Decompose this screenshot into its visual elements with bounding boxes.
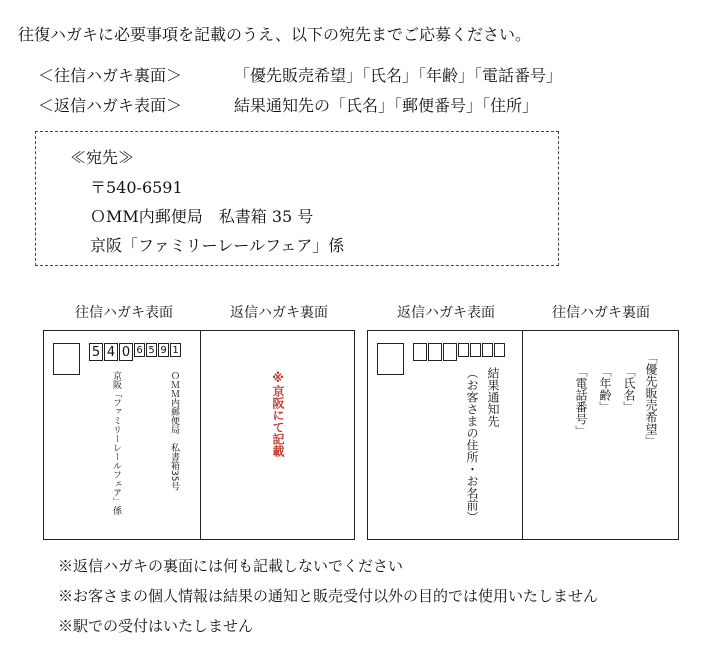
- stamp-box: [377, 343, 404, 375]
- requirement-content: 結果通知先の「氏名」「郵便番号」「住所」: [234, 96, 539, 115]
- zip-digit: 6: [134, 343, 145, 357]
- zip-box-empty: [428, 343, 442, 361]
- address-heading: ≪宛先≫: [70, 148, 135, 167]
- requirement-outgoing: [38, 63, 562, 86]
- requirement-content: 「優先販売希望」「氏名」「年齢」「電話番号」: [234, 66, 563, 85]
- zip-digit: 1: [170, 343, 181, 357]
- zip-box-empty: [494, 343, 505, 357]
- card-divider: [200, 331, 201, 539]
- recipient-title: 結果通知先: [486, 367, 500, 427]
- right-front-label: 返信ハガキ表面: [397, 305, 495, 321]
- recipient-detail: （お客さまの住所・お名前）: [465, 367, 479, 523]
- note-item: ※お客さまの個人情報は結果の通知と販売受付以外の目的では使用いたしません: [58, 587, 599, 605]
- zip-box-empty: [482, 343, 493, 357]
- stamp-box: [53, 343, 80, 375]
- back-field-name: 「氏名」: [622, 365, 636, 413]
- zip-box-empty: [443, 343, 457, 361]
- card-recipient-line: 京阪「ファミリーレールフェア」係: [111, 371, 121, 515]
- requirement-label: ＜返信ハガキ表面＞: [38, 96, 183, 115]
- left-postcard: [43, 330, 355, 540]
- back-field-age: 「年齢」: [598, 365, 612, 413]
- zip-box-empty: [470, 343, 481, 357]
- card-divider: [522, 331, 523, 539]
- note-item: ※返信ハガキの裏面には何も記載しないでください: [58, 557, 404, 575]
- zip-digit: 5: [89, 343, 103, 361]
- back-note: ※京阪にて記載: [271, 371, 285, 457]
- zip-digit: 5: [146, 343, 157, 357]
- note-item: ※駅での受付はいたしません: [58, 617, 254, 635]
- left-back-label: 返信ハガキ裏面: [230, 305, 328, 321]
- requirement-reply: [38, 93, 538, 116]
- requirement-label: ＜往信ハガキ裏面＞: [38, 66, 183, 85]
- address-post-office: ＯMM内郵便局 私書箱 35 号: [90, 207, 314, 226]
- card-address-line: ＯＭＭ内郵便局 私書箱35号: [169, 371, 179, 491]
- left-front-label: 往信ハガキ表面: [75, 305, 173, 321]
- right-back-label: 往信ハガキ裏面: [552, 305, 650, 321]
- zip-box-empty: [413, 343, 427, 361]
- address-recipient: 京阪「ファミリーレールフェア」係: [90, 236, 345, 255]
- zip-digit: 0: [119, 343, 133, 361]
- zip-boxes: [89, 343, 181, 361]
- address-box: [35, 131, 559, 266]
- zip-digit: 9: [158, 343, 169, 357]
- back-field-priority: 「優先販売希望」: [644, 351, 658, 447]
- right-postcard: [367, 330, 679, 540]
- zip-box-empty: [458, 343, 469, 357]
- zip-digit: 4: [104, 343, 118, 361]
- address-postal: 〒540-6591: [90, 178, 183, 197]
- intro-text: 往復ハガキに必要事項を記載のうえ、以下の宛先までご応募ください。: [18, 25, 531, 44]
- zip-boxes: [413, 343, 505, 361]
- back-field-phone: 「電話番号」: [574, 365, 588, 437]
